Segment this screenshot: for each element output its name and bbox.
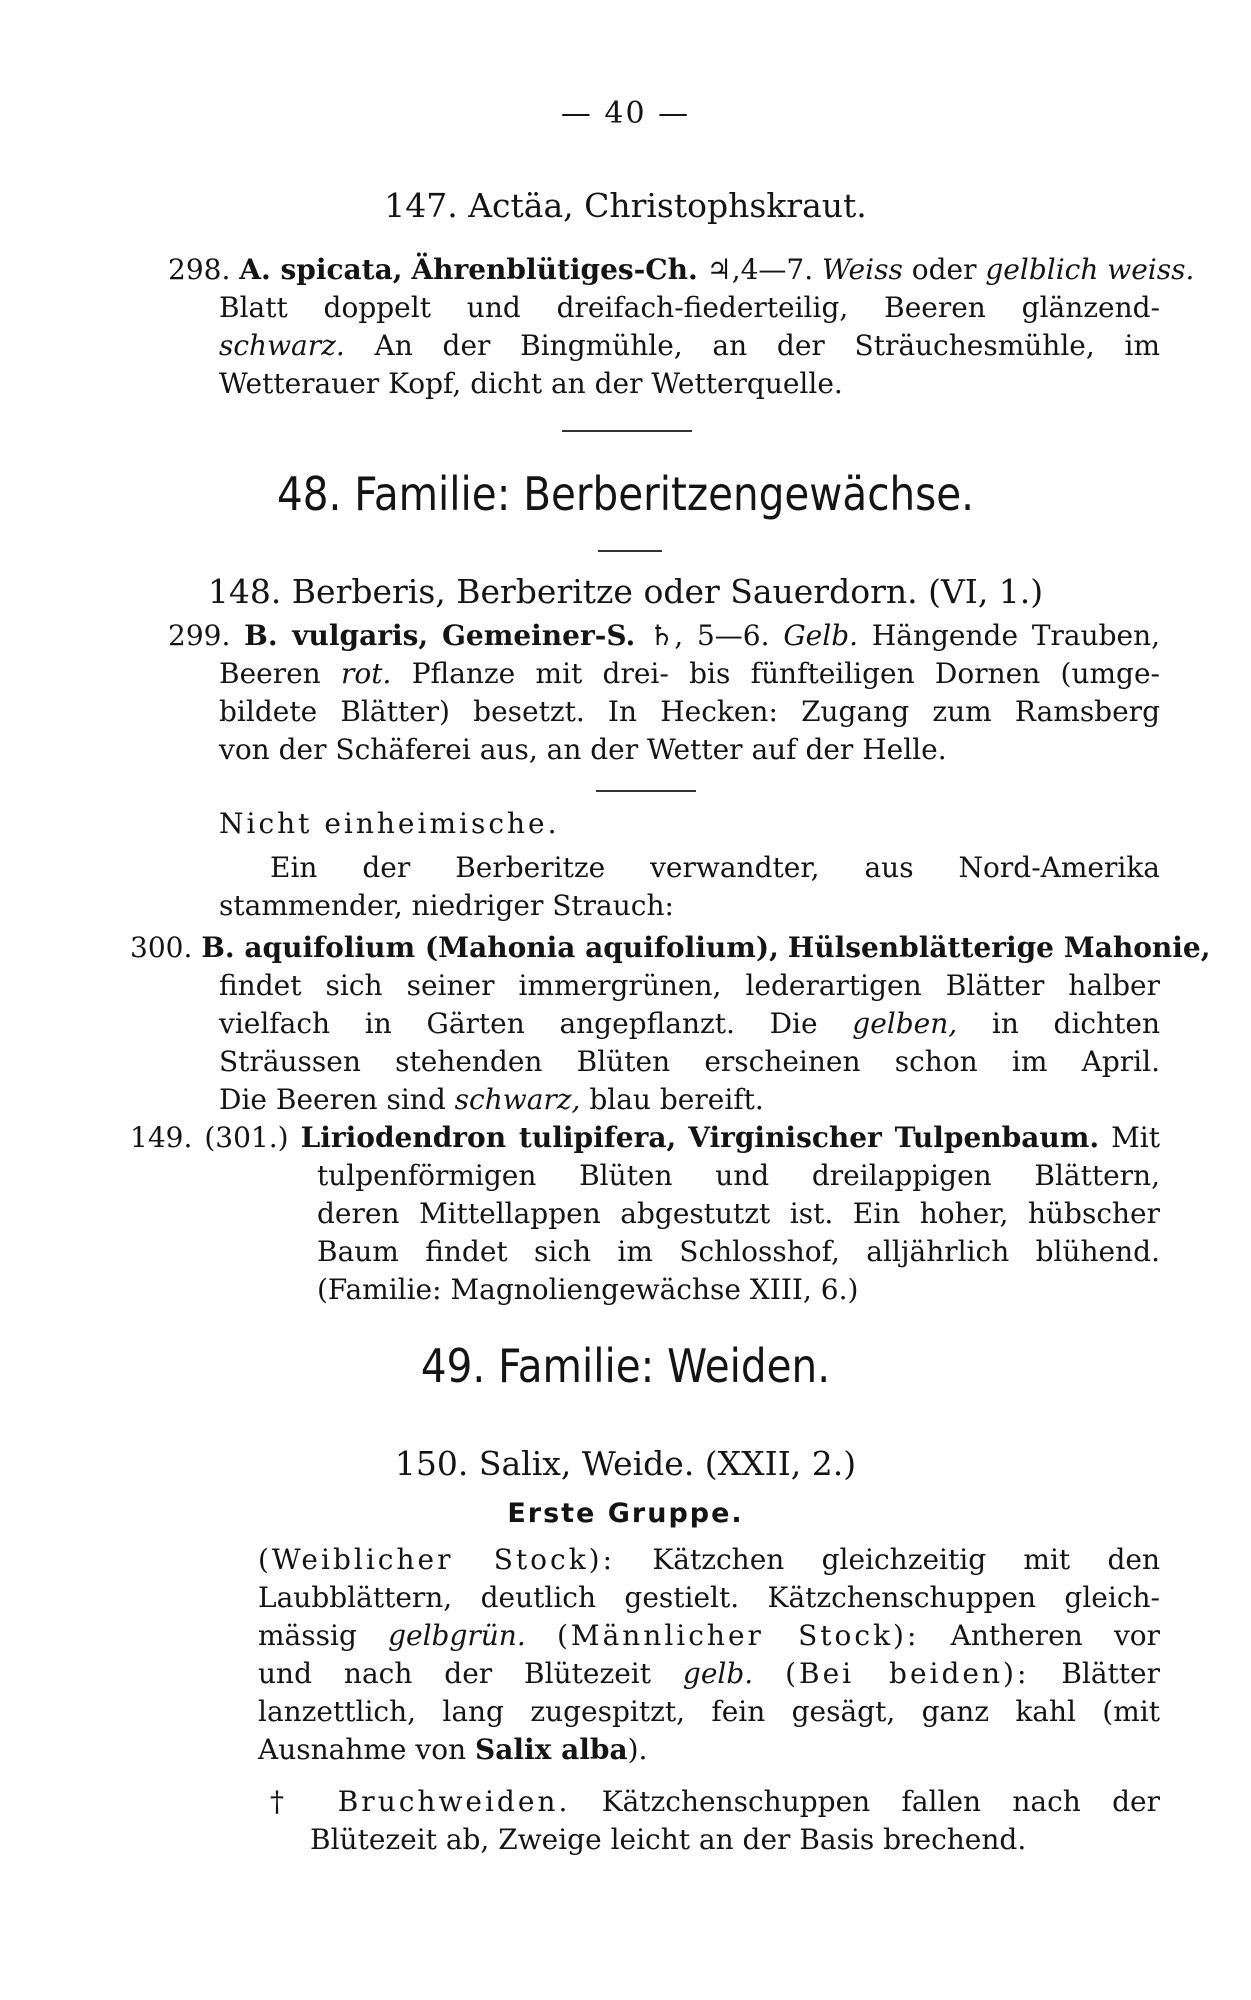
entry-149-line-3: deren Mittellappen abgestutzt ist. Ein hoher, hübscher [317,1197,1160,1230]
genus-heading-148: 148. Berberis, Berberitze oder Sauerdorn. (VI, 1.) [207,572,1044,611]
common-name: Gemeiner-S. [441,619,636,652]
group-line-1: (Weiblicher Stock): Kätzchen gleichzeitig mit den [258,1543,1160,1576]
species-name: B. aquifolium (Mahonia aquifolium), [201,931,779,964]
entry-299-line-1: 299. B. vulgaris, Gemeiner-S. ♄, 5—6. Gelb. Hängende Trauben, [168,619,1161,652]
flower-color: Weiss [822,253,903,286]
page-number: — 40 — [560,96,691,131]
group-line-4: und nach der Blütezeit gelb. (Bei beiden): Blätter [258,1657,1160,1690]
species-name: Liriodendron tulipifera, [300,1121,677,1154]
flowering-months: ♃,4—7. [706,253,814,286]
group-line-3: mässig gelbgrün. (Männlicher Stock): Antheren vor [258,1619,1161,1652]
section-heading-nicht-einheimische: Nicht einheimische. [219,807,560,840]
entry-298-line-4: Wetterauer Kopf, dicht an der Wetterquelle. [219,367,843,400]
entry-149-line-5: (Familie: Magnoliengewächse XIII, 6.) [317,1273,859,1306]
intro-line-1: Ein der Berberitze verwandter, aus Nord-Amerika [270,851,1160,884]
group-line-6: Ausnahme von Salix alba). [258,1733,648,1766]
group-line-2: Laubblättern, deutlich gestielt. Kätzchenschuppen gleich- [258,1581,1160,1614]
group-line-5: lanzettlich, lang zugespitzt, fein gesägt, ganz kahl (mit [258,1695,1160,1728]
dagger-symbol: † [270,1785,307,1818]
entry-300-line-4: Sträussen stehenden Blüten erscheinen schon im April. [219,1045,1160,1078]
entry-299-line-3: bildete Blätter) besetzt. In Hecken: Zugang zum Ramsberg [219,695,1160,728]
entry-299-line-4: von der Schäferei aus, an der Wetter auf der Helle. [219,733,947,766]
entry-298-line-1 [168,252,1195,288]
divider [596,790,696,792]
bruchweiden-line-2: Blütezeit ab, Zweige leicht an der Basis brechend. [310,1823,1027,1856]
entry-149-line-4: Baum findet sich im Schlosshof, alljährlich blühend. [317,1235,1160,1268]
entry-number: 298. [168,253,231,286]
entry-300-line-3: vielfach in Gärten angepflanzt. Die gelben, in dichten [219,1007,1161,1040]
bruchweiden-line-1: † Bruchweiden. Kätzchenschuppen fallen nach der [270,1785,1161,1818]
genus-heading-150: 150. Salix, Weide. (XXII, 2.) [394,1444,857,1483]
species-name: B. vulgaris, [244,619,429,652]
divider [562,430,692,432]
entry-298-line-2: Blatt doppelt und dreifach-fiederteilig, Beeren glänzend- [219,291,1160,324]
common-name: Ährenblütiges-Ch. [411,253,698,286]
family-heading-49: 49. Familie: Weiden. [420,1339,831,1393]
common-name: Virginischer Tulpenbaum. [688,1121,1100,1154]
entry-300-line-2: findet sich seiner immergrünen, lederartigen Blätter halber [219,969,1160,1002]
conjunction: oder [911,253,977,286]
entry-299-line-2: Beeren rot. Pflanze mit drei- bis fünfteiligen Dornen (umge- [219,657,1160,690]
entry-300-line-5: Die Beeren sind schwarz, blau bereift. [219,1083,764,1116]
species-name: A. spicata, [239,253,403,286]
common-name: Hülsenblätterige Mahonie, [787,931,1211,964]
intro-line-2: stammender, niedriger Strauch: [219,889,674,922]
entry-300-line-1: 300. B. aquifolium (Mahonia aquifolium), Hülsenblätterige Mahonie, [130,931,1211,964]
group-heading: Erste Gruppe. [507,1498,744,1529]
entry-149-line-2: tulpenförmigen Blüten und dreilappigen Blättern, [317,1159,1160,1192]
genus-heading-147: 147. Actäa, Christophskraut. [384,186,867,225]
entry-298-line-3: schwarz. An der Bingmühle, an der Sträuchesmühle, im [219,329,1161,362]
flower-color-alt: gelblich weiss. [985,253,1195,286]
entry-149-line-1: 149. (301.) Liriodendron tulipifera, Virginischer Tulpenbaum. Mit [130,1121,1161,1154]
family-heading-48: 48. Familie: Berberitzengewächse. [277,467,974,521]
divider [598,550,662,552]
